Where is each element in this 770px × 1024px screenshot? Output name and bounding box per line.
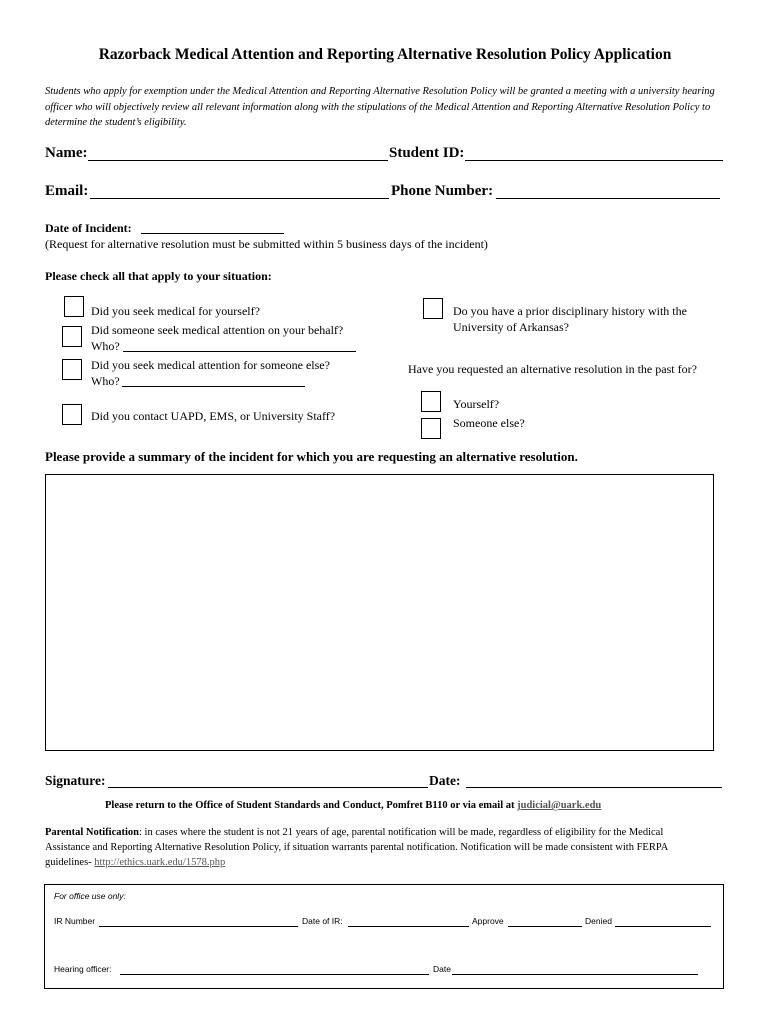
prior-history-checkbox[interactable]: [423, 298, 443, 319]
self-medical-checkbox[interactable]: [64, 296, 84, 317]
who-label-2: Who?: [91, 374, 120, 388]
summary-textarea[interactable]: [45, 474, 714, 751]
contact-staff-checkbox[interactable]: [62, 404, 82, 425]
office-date-field[interactable]: [452, 974, 698, 975]
parental-label: Parental Notification: [45, 827, 139, 838]
date-of-incident-label: Date of Incident:: [45, 221, 132, 235]
name-field[interactable]: [88, 160, 388, 161]
return-note-text: Please return to the Office of Student Standards and Conduct, Pomfret B110 or via email at: [105, 800, 515, 811]
email-label: Email:: [45, 183, 89, 199]
contact-staff-label: Did you contact UAPD, EMS, or University Staff?: [91, 409, 336, 423]
name-label: Name:: [45, 145, 88, 161]
parental-notification: [45, 825, 725, 870]
checklist-heading: Please check all that apply to your situation:: [45, 269, 272, 283]
hearing-officer-field[interactable]: [120, 974, 429, 975]
date-of-ir-field[interactable]: [348, 926, 469, 927]
student-id-label: Student ID:: [389, 145, 465, 161]
someone-behalf-checkbox[interactable]: [62, 326, 82, 347]
denied-field[interactable]: [615, 926, 711, 927]
someone-else-checkbox[interactable]: [421, 418, 441, 439]
date-of-ir-label: Date of IR:: [302, 916, 343, 926]
incident-deadline-note: (Request for alternative resolution must be submitted within 5 business days of the incident): [45, 237, 488, 251]
student-id-field[interactable]: [465, 160, 723, 161]
parental-text-3: guidelines-: [45, 857, 92, 868]
prior-history-label-line2: University of Arkansas?: [453, 320, 569, 334]
ir-number-field[interactable]: [99, 926, 298, 927]
summary-heading: Please provide a summary of the incident for which you are requesting an alternative resolution.: [45, 449, 578, 464]
who-field-1[interactable]: [123, 351, 356, 352]
signature-field[interactable]: [108, 787, 428, 788]
prior-history-label-line1: Do you have a prior disciplinary history with the: [453, 304, 687, 318]
who-label-1: Who?: [91, 339, 120, 353]
denied-label: Denied: [585, 916, 612, 926]
self-medical-label: Did you seek medical for yourself?: [91, 304, 260, 318]
phone-label: Phone Number:: [391, 183, 494, 199]
date-of-incident-field[interactable]: [141, 233, 284, 234]
parental-text-1: : in cases where the student is not 21 years of age, parental notification will be made, regardless of eligibility for the Medical: [139, 827, 664, 838]
phone-field[interactable]: [496, 198, 720, 199]
past-request-question: Have you requested an alternative resolution in the past for?: [408, 362, 697, 376]
approve-label: Approve: [472, 916, 504, 926]
signature-label: Signature:: [45, 773, 106, 788]
for-someone-checkbox[interactable]: [62, 359, 82, 380]
office-date-label: Date: [433, 964, 451, 974]
email-field[interactable]: [90, 198, 389, 199]
page-title: Razorback Medical Attention and Reporting Alternative Resolution Policy Application: [98, 46, 672, 63]
office-use-heading: For office use only:: [54, 891, 126, 901]
for-someone-label: Did you seek medical attention for someone else?: [91, 358, 330, 372]
yourself-label: Yourself?: [453, 397, 500, 411]
approve-field[interactable]: [508, 926, 582, 927]
someone-behalf-label: Did someone seek medical attention on your behalf?: [91, 323, 344, 337]
return-email-link[interactable]: judicial@uark.edu: [517, 800, 602, 811]
return-note: [105, 800, 601, 811]
parental-text-2: Assistance and Reporting Alternative Resolution Policy, if situation warrants parental notification. Notification will be made consistent with FERPA: [45, 842, 669, 853]
hearing-officer-label: Hearing officer:: [54, 964, 112, 974]
signature-date-label: Date:: [429, 773, 461, 788]
intro-text: Students who apply for exemption under the Medical Attention and Reporting Alternative Resolution Policy will be granted a meeting with a university hearing officer who will objectively review all relevant information along with the stipulations of the Medical Attention and Reporting Alternative Resolution Policy to determine the student’s eligibility.: [45, 86, 715, 128]
who-field-2[interactable]: [122, 386, 305, 387]
someone-else-label: Someone else?: [453, 416, 525, 430]
ferpa-link[interactable]: http://ethics.uark.edu/1578.php: [94, 857, 226, 868]
ir-number-label: IR Number: [54, 916, 96, 926]
signature-date-field[interactable]: [466, 787, 722, 788]
yourself-checkbox[interactable]: [421, 391, 441, 412]
